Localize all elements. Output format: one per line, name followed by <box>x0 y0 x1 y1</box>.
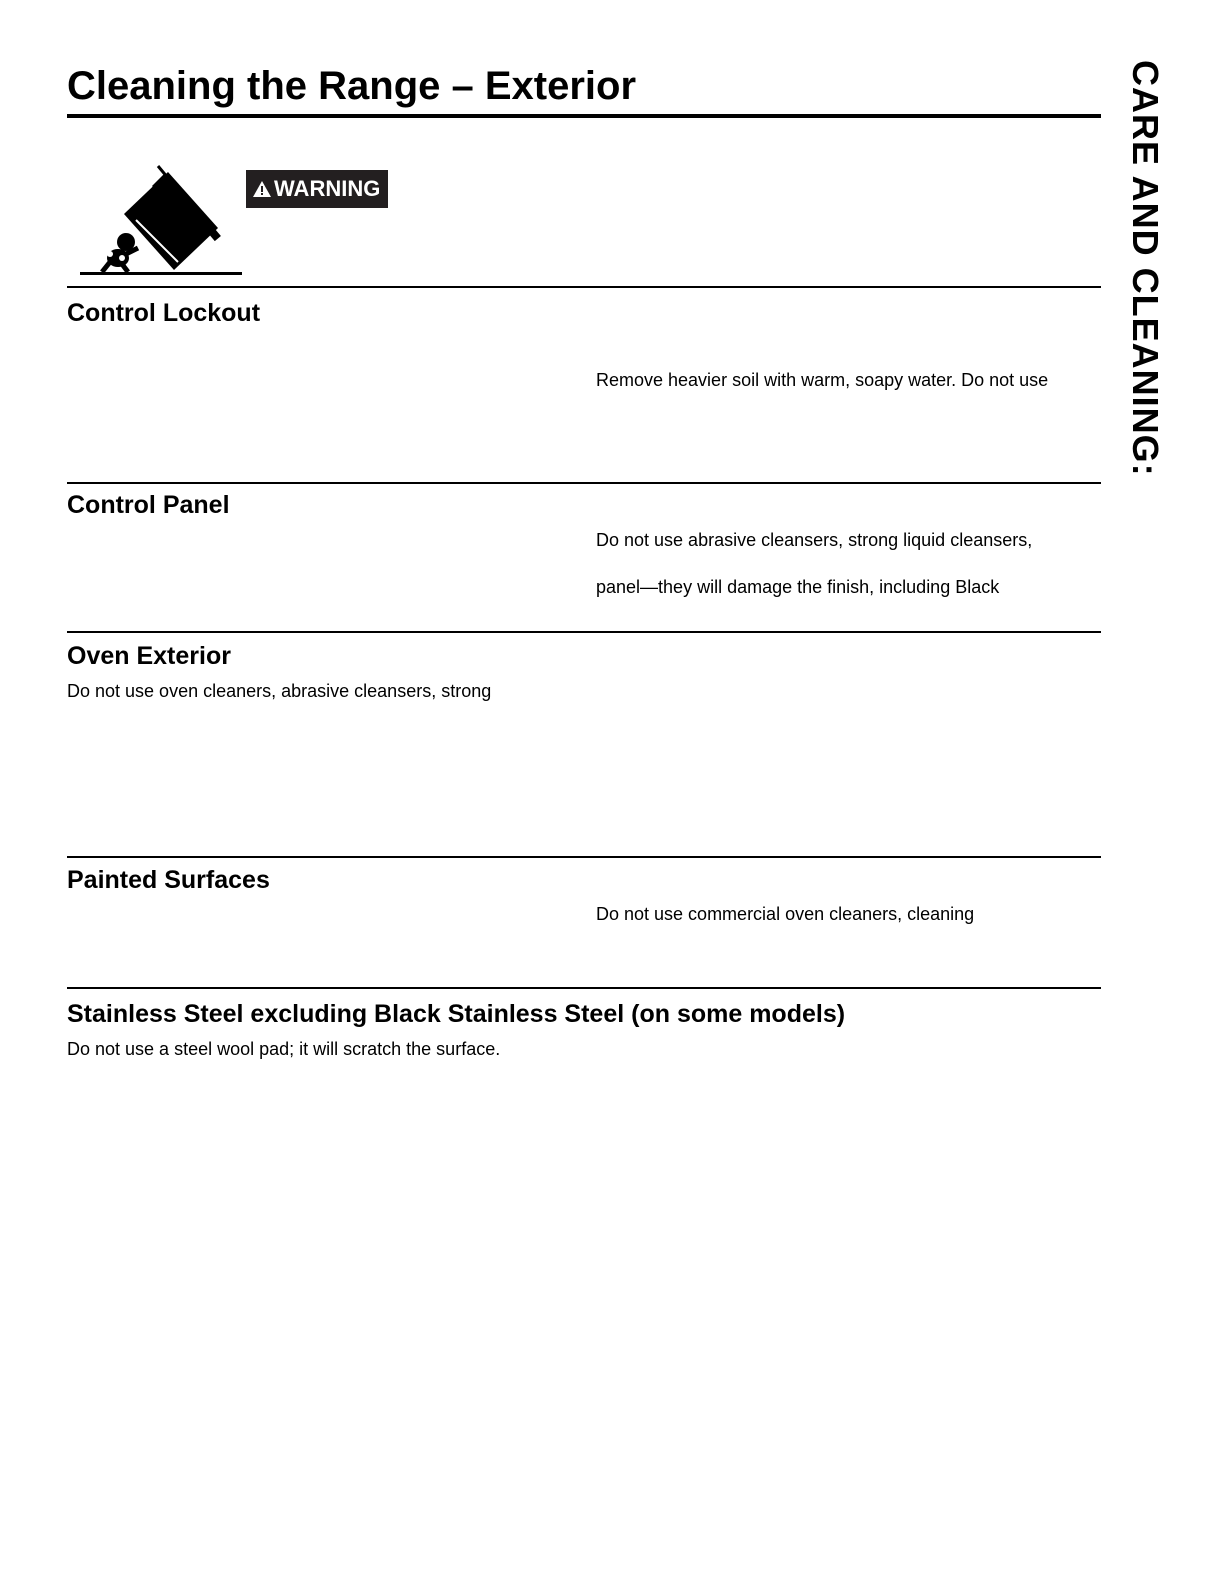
title-divider <box>67 114 1101 118</box>
stainless-steel-text: Do not use a steel wool pad; it will scratch the surface. <box>67 1039 501 1059</box>
stainless-steel-heading: Stainless Steel excluding Black Stainless Steel (on some models) <box>67 1000 846 1028</box>
control-panel-text-line-1: Do not use abrasive cleansers, strong liquid cleansers, <box>596 530 1033 550</box>
warning-label: WARNING <box>274 176 381 201</box>
section-divider <box>67 631 1101 633</box>
warning-triangle-icon <box>252 180 272 198</box>
painted-surfaces-text: Do not use commercial oven cleaners, cleaning <box>596 904 975 924</box>
control-lockout-heading: Control Lockout <box>67 299 261 327</box>
warning-badge <box>246 170 388 208</box>
side-tab <box>1107 60 1167 510</box>
painted-surfaces-heading: Painted Surfaces <box>67 866 270 894</box>
section-divider <box>67 856 1101 858</box>
section-divider <box>67 987 1101 989</box>
control-panel-heading: Control Panel <box>67 491 230 519</box>
oven-exterior-heading: Oven Exterior <box>67 642 231 670</box>
control-lockout-text: Remove heavier soil with warm, soapy water. Do not use <box>596 370 1049 390</box>
control-panel-text-line-2: panel—they will damage the finish, including Black <box>596 577 1000 597</box>
oven-exterior-text: Do not use oven cleaners, abrasive cleansers, strong <box>67 681 492 701</box>
page-title: Cleaning the Range – Exterior <box>67 64 637 108</box>
range-tip-over-icon <box>78 158 244 278</box>
side-tab-label: CARE AND CLEANING: <box>1125 60 1166 477</box>
section-divider <box>67 482 1101 484</box>
section-divider <box>67 286 1101 288</box>
